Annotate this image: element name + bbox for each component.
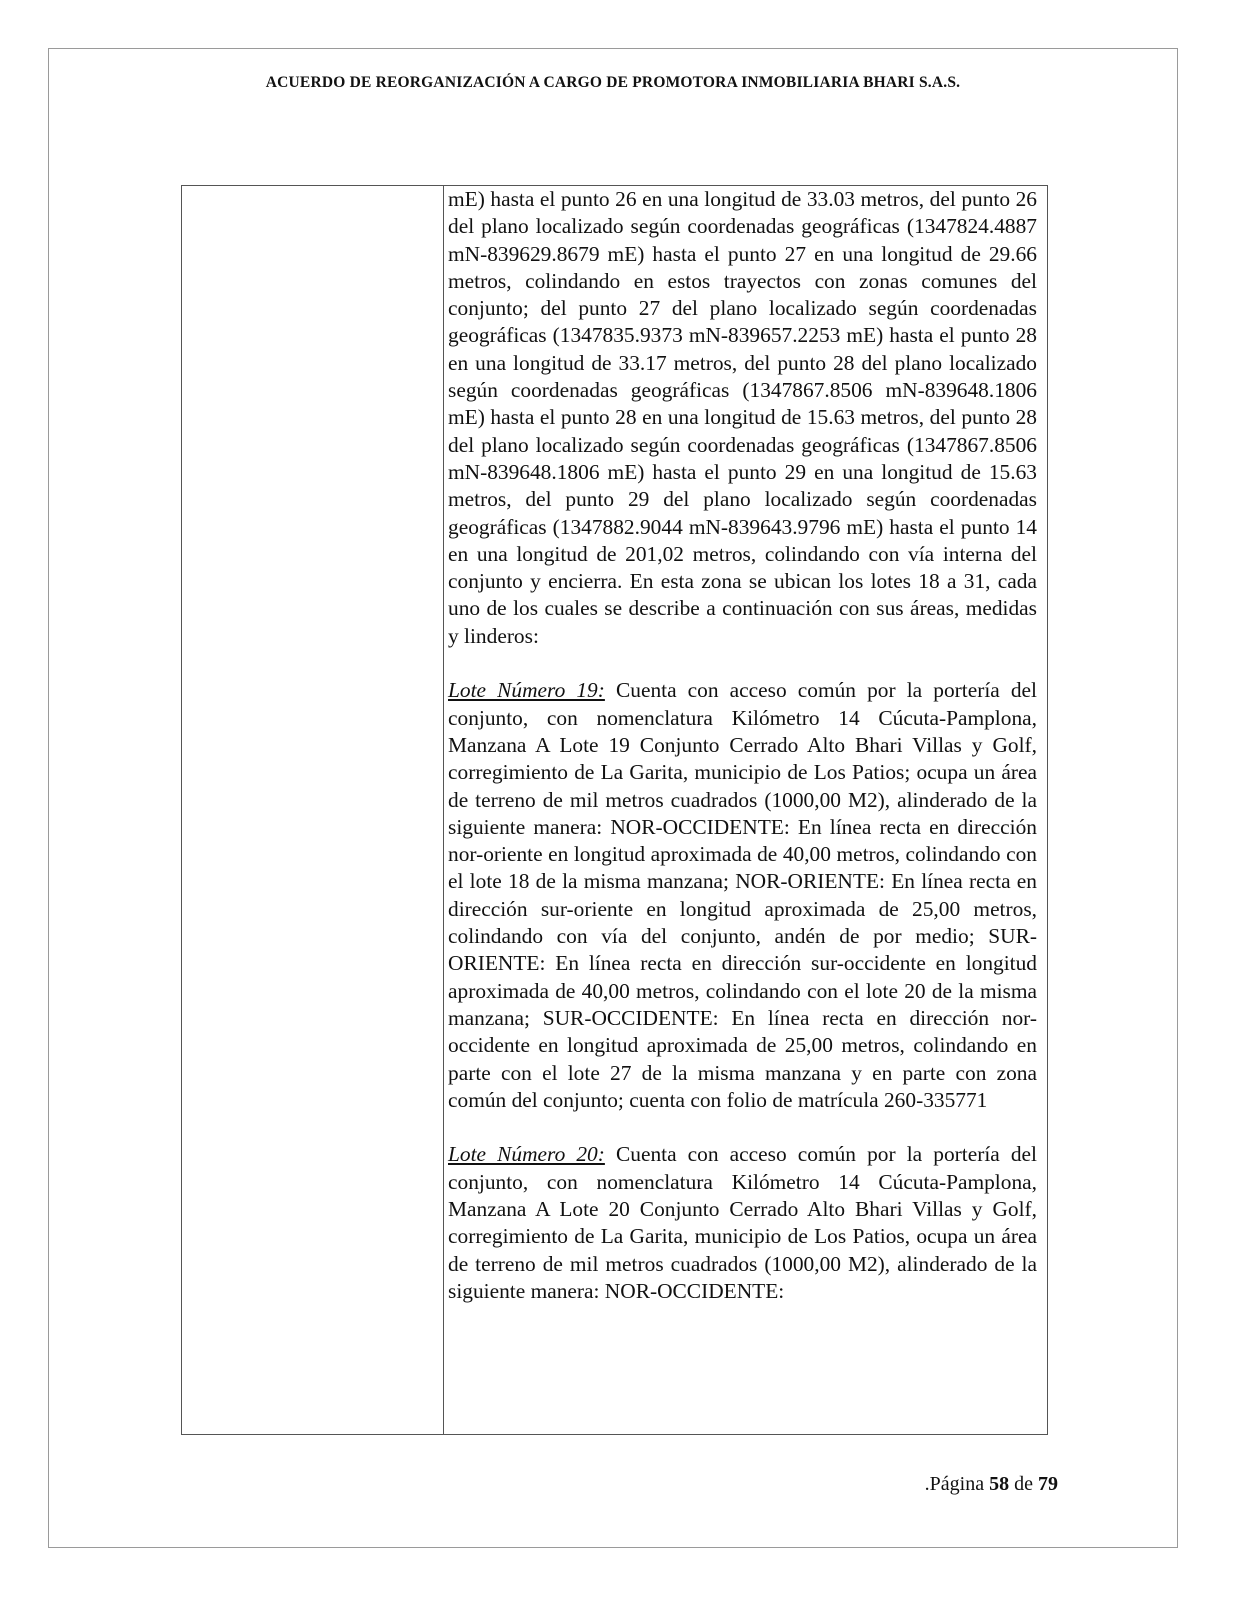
lote-20-text: Cuenta con acceso común por la portería del conjunto, con nomenclatura Kilómetro 14 Cúcuta-Pamplona, Manzana A Lote 20 Conjunto Cerrado Alto Bhari Villas y Golf, corregimiento de La Garita, municipio de Los Patios, ocupa un área de terreno de mil metros cuadrados (1000,00 M2), alinderado de la siguiente manera: NOR-OCCIDENTE: [448, 1142, 1037, 1303]
table-right-cell [444, 186, 1047, 1434]
page-total: 79 [1038, 1473, 1058, 1495]
page-current: 58 [989, 1473, 1010, 1495]
lote-19-paragraph [448, 677, 1037, 1114]
page-number-prefix: .Página [924, 1473, 990, 1495]
document-header: ACUERDO DE REORGANIZACIÓN A CARGO DE PROMOTORA INMOBILIARIA BHARI S.A.S. [265, 74, 961, 91]
table-left-cell [182, 186, 444, 1434]
page-separator: de [1009, 1473, 1038, 1495]
content-table [181, 185, 1048, 1435]
intro-paragraph: mE) hasta el punto 26 en una longitud de 33.03 metros, del punto 26 del plano localizado según coordenadas geográficas (1347824.4887 mN-839629.8679 mE) hasta el punto 27 en una longitud de 29.66 metros, colindando en estos trayectos con zonas comunes del conjunto; del punto 27 del plano localizado según coordenadas geográficas (1347835.9373 mN-839657.2253 mE) hasta el punto 28 en una longitud de 33.17 metros, del punto 28 del plano localizado según coordenadas geográficas (1347867.8506 mN-839648.1806 mE) hasta el punto 28 en una longitud de 15.63 metros, del punto 28 del plano localizado según coordenadas geográficas (1347867.8506 mN-839648.1806 mE) hasta el punto 29 en una longitud de 15.63 metros, del punto 29 del plano localizado según coordenadas geográficas (1347882.9044 mN-839643.9796 mE) hasta el punto 14 en una longitud de 201,02 metros, colindando con vía interna del conjunto y encierra. En esta zona se ubican los lotes 18 a 31, cada uno de los cuales se describe a continuación con sus áreas, medidas y linderos: [448, 187, 1037, 648]
lote-20-paragraph [448, 1141, 1037, 1305]
lote-20-title: Lote Número 20: [448, 1142, 605, 1167]
page-number [810, 1473, 1058, 1496]
lote-19-text: Cuenta con acceso común por la portería del conjunto, con nomenclatura Kilómetro 14 Cúcuta-Pamplona, Manzana A Lote 19 Conjunto Cerrado Alto Bhari Villas y Golf, corregimiento de La Garita, municipio de Los Patios; ocupa un área de terreno de mil metros cuadrados (1000,00 M2), alinderado de la siguiente manera: NOR-OCCIDENTE: En línea recta en dirección nor-oriente en longitud aproximada de 40,00 metros, colindando con el lote 18 de la misma manzana; NOR-ORIENTE: En línea recta en dirección sur-oriente en longitud aproximada de 25,00 metros, colindando con vía del conjunto, andén de por medio; SUR-ORIENTE: En línea recta en dirección sur-occidente en longitud aproximada de 40,00 metros, colindando con el lote 20 de la misma manzana; SUR-OCCIDENTE: En línea recta en dirección nor-occidente en longitud aproximada de 25,00 metros, colindando en parte con el lote 27 de la misma manzana y en parte con zona común del conjunto; cuenta con folio de matrícula 260-335771 [448, 678, 1037, 1112]
lote-19-title: Lote Número 19: [448, 678, 605, 703]
